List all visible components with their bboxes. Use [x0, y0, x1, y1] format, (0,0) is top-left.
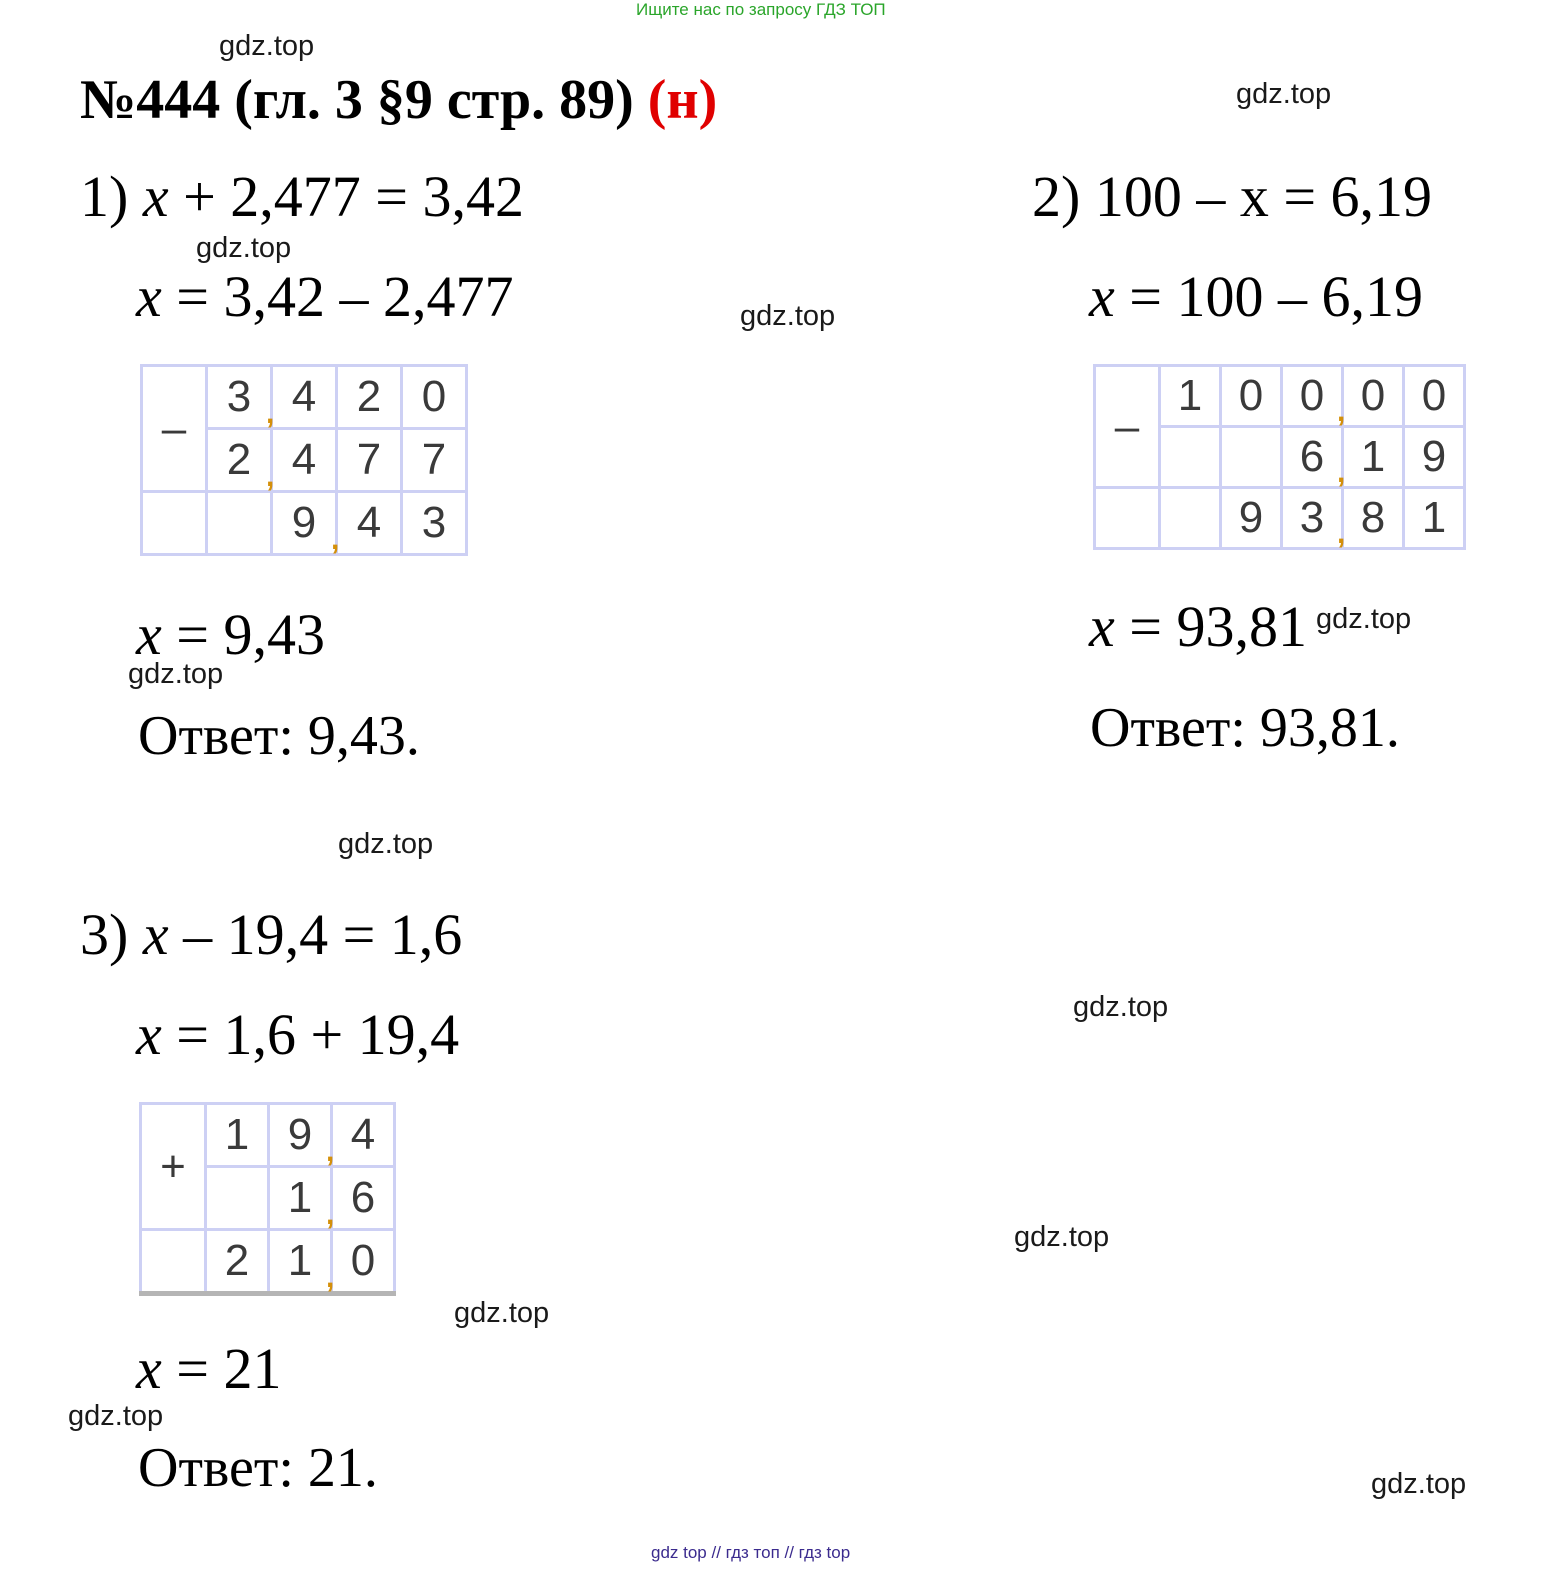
digit-cell: 2: [337, 366, 402, 429]
task2-column-subtraction: [1093, 364, 1466, 550]
task1-equation: 1) x + 2,477 = 3,42: [80, 164, 524, 229]
watermark: gdz.top: [219, 30, 315, 62]
watermark: gdz.top: [1073, 991, 1169, 1023]
digit-cell: 0: [1221, 366, 1282, 427]
digit-cell: 2: [206, 1230, 269, 1294]
empty-cell: [1095, 488, 1160, 549]
watermark: gdz.top: [68, 1400, 164, 1432]
task3-result: x = 21: [136, 1336, 282, 1401]
digit-cell: 3 ,: [1282, 488, 1343, 549]
search-banner: Ищите нас по запросу ГДЗ ТОП: [636, 0, 886, 19]
task1-column-subtraction: [140, 364, 468, 556]
empty-cell: [206, 1167, 269, 1230]
minus-sign: –: [1095, 366, 1160, 488]
footer-links: gdz top // гдз топ // гдз top: [651, 1543, 851, 1562]
task3-number: 3): [80, 902, 129, 967]
task1-step: x = 3,42 – 2,477: [136, 264, 514, 329]
digit-cell: 4: [272, 366, 337, 429]
task2-step: x = 100 – 6,19: [1089, 264, 1423, 329]
watermark: gdz.top: [128, 658, 224, 690]
digit-cell: 9: [1221, 488, 1282, 549]
digit-cell: 9: [1404, 427, 1465, 488]
digit-cell: 0: [1404, 366, 1465, 427]
watermark: gdz.top: [740, 300, 836, 332]
digit-cell: 1: [206, 1104, 269, 1167]
watermark: gdz.top: [1316, 603, 1412, 635]
digit-cell: 1: [1343, 427, 1404, 488]
watermark: gdz.top: [1014, 1221, 1110, 1253]
problem-number: №444 (гл. 3 §9 стр. 89): [80, 69, 634, 131]
digit-cell: 6 ,: [1282, 427, 1343, 488]
watermark: gdz.top: [1236, 78, 1332, 110]
task3-step: x = 1,6 + 19,4: [136, 1002, 460, 1067]
task3-answer: Ответ: 21.: [138, 1437, 378, 1499]
digit-cell: 7: [402, 429, 467, 492]
task2-result: x = 93,81: [1089, 594, 1307, 659]
empty-cell: [1160, 488, 1221, 549]
task2-number: 2): [1032, 164, 1081, 229]
plus-sign: +: [141, 1104, 206, 1230]
digit-cell: 9 ,: [269, 1104, 332, 1167]
task1-answer: Ответ: 9,43.: [138, 705, 420, 767]
empty-cell: [1160, 427, 1221, 488]
digit-cell: 6: [332, 1167, 395, 1230]
digit-cell: 1: [1404, 488, 1465, 549]
digit-cell: 1 ,: [269, 1167, 332, 1230]
watermark: gdz.top: [338, 828, 434, 860]
empty-cell: [1221, 427, 1282, 488]
task2-equation: 2) 100 – x = 6,19: [1032, 164, 1433, 229]
problem-mark: (н): [647, 69, 718, 131]
digit-cell: 3 ,: [207, 366, 272, 429]
task1-result: x = 9,43: [136, 602, 325, 667]
page-title: [80, 69, 718, 131]
watermark: gdz.top: [454, 1297, 550, 1329]
task2-answer: Ответ: 93,81.: [1090, 697, 1400, 759]
digit-cell: 7: [337, 429, 402, 492]
digit-cell: 4: [332, 1104, 395, 1167]
minus-sign: –: [142, 366, 207, 492]
empty-cell: [142, 492, 207, 555]
watermark: gdz.top: [1371, 1468, 1467, 1500]
digit-cell: [207, 492, 272, 555]
digit-cell: 1 ,: [269, 1230, 332, 1294]
digit-cell: 0 ,: [1282, 366, 1343, 427]
digit-cell: 9 ,: [272, 492, 337, 555]
digit-cell: 4: [337, 492, 402, 555]
digit-cell: 3: [402, 492, 467, 555]
task3-column-addition: [139, 1102, 396, 1296]
task3-equation: 3) x – 19,4 = 1,6: [80, 902, 463, 967]
digit-cell: 8: [1343, 488, 1404, 549]
digit-cell: 4: [272, 429, 337, 492]
digit-cell: 0: [1343, 366, 1404, 427]
digit-cell: 0: [332, 1230, 395, 1294]
task1-number: 1): [80, 164, 129, 229]
empty-cell: [141, 1230, 206, 1294]
digit-cell: 0: [402, 366, 467, 429]
watermark: gdz.top: [196, 232, 292, 264]
digit-cell: 1: [1160, 366, 1221, 427]
digit-cell: 2 ,: [207, 429, 272, 492]
